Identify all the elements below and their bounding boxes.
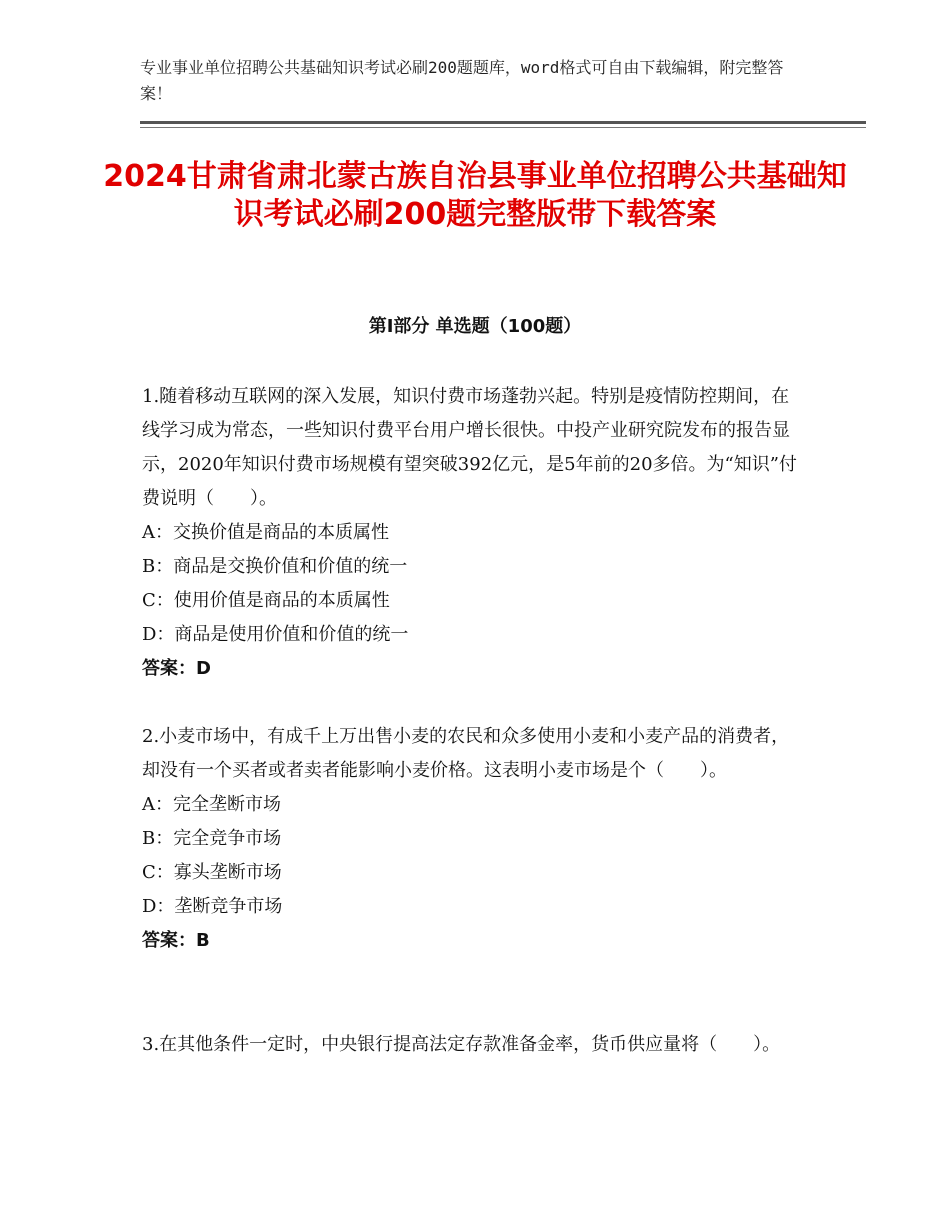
question-stem: 1.随着移动互联网的深入发展，知识付费市场蓬勃兴起。特别是疫情防控期间，在线学习成为常态，一些知识付费平台用户增长很快。中投产业研究院发布的报告显示，2020年知识付费市场规模有望突破392亿元，是5年前的20多倍。为“知识”付费说明（ ）。 [142, 386, 797, 509]
option-b: B：完全竞争市场 [142, 828, 282, 849]
option-a: A：完全垄断市场 [142, 794, 281, 815]
header-divider-thick [140, 121, 866, 124]
question-1 [142, 380, 802, 686]
section-heading: 第Ⅰ部分 单选题（100题） [368, 316, 582, 337]
option-d: D：垄断竞争市场 [142, 896, 283, 917]
document-title: 2024甘肃省肃北蒙古族自治县事业单位招聘公共基础知识考试必刷200题完整版带下载答案 [103, 159, 847, 232]
question-stem: 3.在其他条件一定时，中央银行提高法定存款准备金率，货币供应量将（ ）。 [142, 1034, 781, 1055]
option-d: D：商品是使用价值和价值的统一 [142, 624, 409, 645]
question-2 [142, 720, 802, 958]
answer-line: 答案：B [142, 930, 210, 951]
option-a: A：交换价值是商品的本质属性 [142, 522, 389, 543]
question-stem: 2.小麦市场中，有成千上万出售小麦的农民和众多使用小麦和小麦产品的消费者，却没有一个买者或者卖者能影响小麦价格。这表明小麦市场是个（ ）。 [142, 726, 790, 781]
question-3 [142, 1028, 802, 1062]
option-b: B：商品是交换价值和价值的统一 [142, 556, 408, 577]
answer-line: 答案：D [142, 658, 211, 679]
option-c: C：使用价值是商品的本质属性 [142, 590, 390, 611]
header-note: 专业事业单位招聘公共基础知识考试必刷200题题库，word格式可自由下载编辑，附完整答案！ [140, 58, 784, 103]
header-divider-thin [140, 127, 866, 128]
option-c: C：寡头垄断市场 [142, 862, 282, 883]
